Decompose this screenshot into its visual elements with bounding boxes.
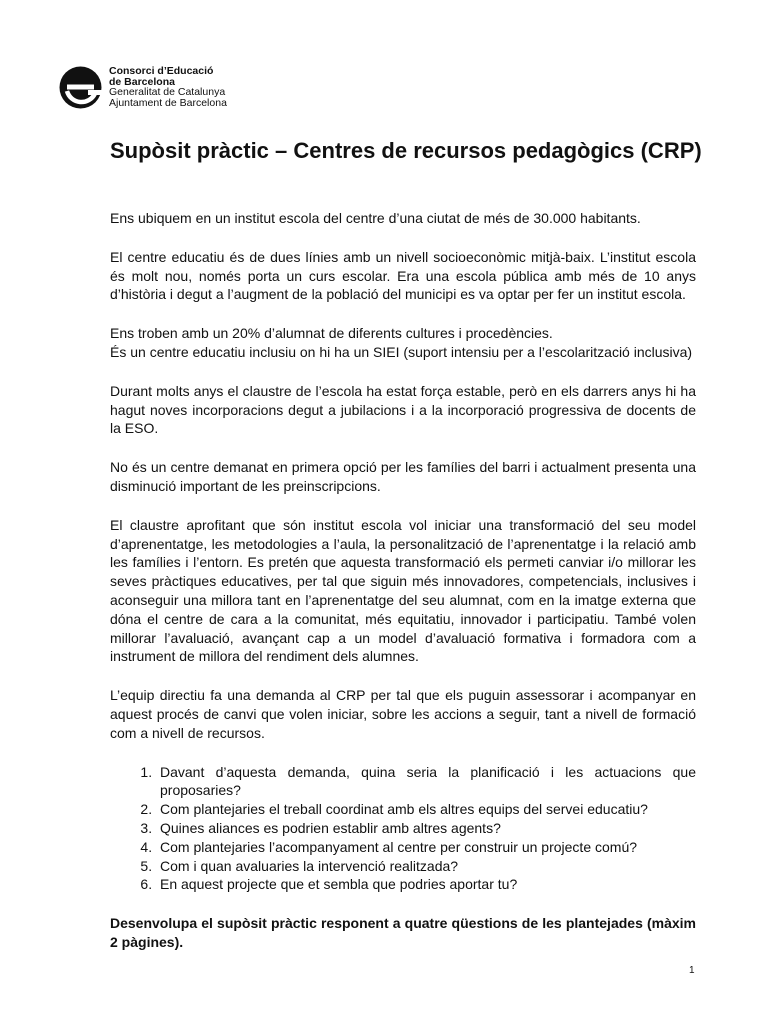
closing-instruction: Desenvolupa el supòsit pràctic responent a quatre qüestions de les plantejades (màxim 2 pàgines). xyxy=(110,915,696,950)
header-logo xyxy=(58,65,228,110)
document-body xyxy=(110,209,696,972)
paragraph-enrollment: No és un centre demanat en primera opció per les famílies del barri i actualment presenta una disminució important de les preinscripcions. xyxy=(110,459,696,494)
question-item: 1. Davant d’aquesta demanda, quina seria la planificació i les actuacions que proposaries? xyxy=(156,763,696,801)
paragraph-centre-description: El centre educatiu és de dues línies amb un nivell socioeconòmic mitjà-baix. L’institut escola és molt nou, només porta un curs escolar. Era una escola pública amb més de 10 anys d’història i degut a l’augment de la població del municipi es va optar per fer un institut escola. xyxy=(110,248,696,303)
paragraph-transformation: El claustre aprofitant que són institut escola vol iniciar una transformació del seu model d’aprenentatge, les metodologies a l’aula, la personalització de l’aprenentatge i la relació amb les famílies i l’entorn. Es pretén que aquesta transformació els permeti canviar i/o millorar les seves pràctiques educatives, per tal que siguin més innovadores, competencials, inclusives i aconseguir una millora tant en l’aprenentatge del seu alumnat, com en la imatge externa que dóna el centre de cara a la comunitat, més equitatiu, innovador i participatiu. També volen millorar l’avaluació, avançant cap a un model d’avaluació formativa i formadora com a instrument de millora del rendiment dels alumnes. xyxy=(110,516,696,665)
paragraph-inclusion: És un centre educatiu inclusiu on hi ha un SIEI (suport intensiu per a l’escolarització inclusiva) xyxy=(110,343,693,360)
paragraph-staff: Durant molts anys el claustre de l’escola ha estat força estable, però en els darrers anys hi ha hagut noves incorporacions degut a jubilacions i a la incorporació progressiva de docents de la ESO. xyxy=(110,382,696,437)
org-name-line-1: Consorci d’Educació xyxy=(109,65,214,77)
organization-name xyxy=(109,66,227,108)
question-item: 6. En aquest projecte que et sembla que podries aportar tu? xyxy=(156,875,696,894)
page-number: 1 xyxy=(689,965,695,976)
questions-list xyxy=(110,763,696,895)
e-letter-logo-icon xyxy=(58,65,103,110)
org-name-line-3: Generalitat de Catalunya xyxy=(109,86,226,99)
org-name-line-2: de Barcelona xyxy=(109,75,175,88)
org-name-line-4: Ajuntament de Barcelona xyxy=(109,96,227,109)
question-item: 3. Quines aliances es podrien establir amb altres agents? xyxy=(156,819,696,838)
question-item: 5. Com i quan avaluaries la intervenció realitzada? xyxy=(156,857,696,876)
paragraph-diversity: Ens troben amb un 20% d’alumnat de diferents cultures i procedències. xyxy=(110,325,553,342)
question-item: 2. Com plantejaries el treball coordinat amb els altres equips del servei educatiu? xyxy=(156,800,696,819)
question-item: 4. Com plantejaries l’acompanyament al centre per construir un projecte comú? xyxy=(156,838,696,857)
paragraph-location: Ens ubiquem en un institut escola del centre d’una ciutat de més de 30.000 habitants. xyxy=(110,210,641,226)
paragraph-request: L’equip directiu fa una demanda al CRP per tal que els puguin assessorar i acompanyar en aquest procés de canvi que volen iniciar, sobre les accions a seguir, tant a nivell de formació com a nivell de recursos. xyxy=(110,687,696,741)
document-title: Supòsit pràctic – Centres de recursos pedagògics (CRP) xyxy=(110,138,702,163)
